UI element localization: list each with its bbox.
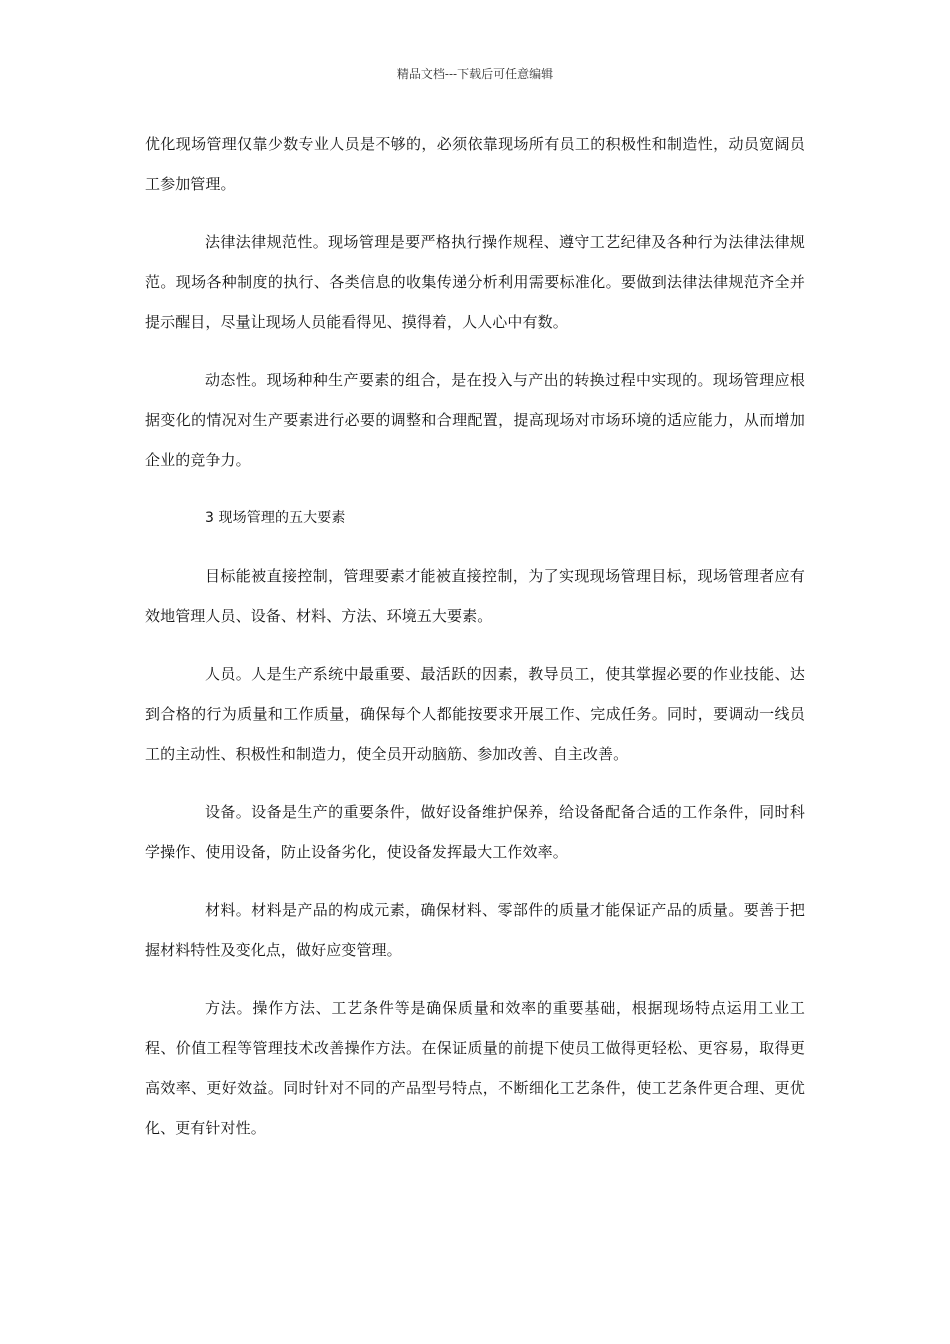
paragraph-6: 人员。人是生产系统中最重要、最活跃的因素，教导员工，使其掌握必要的作业技能、达到合格的行为质量和工作质量，确保每个人都能按要求开展工作、完成任务。同时，要调动一线员工的主动性、积极性和制造力，使全员开动脑筋、参加改善、自主改善。 xyxy=(145,665,805,763)
paragraph-5: 目标能被直接控制，管理要素才能被直接控制，为了实现现场管理目标，现场管理者应有效地管理人员、设备、材料、方法、环境五大要素。 xyxy=(145,567,805,625)
section-heading: 3 现场管理的五大要素 xyxy=(205,510,346,526)
paragraph-9: 方法。操作方法、工艺条件等是确保质量和效率的重要基础，根据现场特点运用工业工程、价值工程等管理技术改善操作方法。在保证质量的前提下使员工做得更轻松、更容易，取得更高效率、更好效益。同时针对不同的产品型号特点，不断细化工艺条件，使工艺条件更合理、更优化、更有针对性。 xyxy=(145,999,805,1137)
paragraph-2: 法律法律规范性。现场管理是要严格执行操作规程、遵守工艺纪律及各种行为法律法律规范。现场各种制度的执行、各类信息的收集传递分析利用需要标准化。要做到法律法律规范齐全并提示醒目，尽量让现场人员能看得见、摸得着，人人心中有数。 xyxy=(145,233,805,331)
paragraph-8: 材料。材料是产品的构成元素，确保材料、零部件的质量才能保证产品的质量。要善于把握材料特性及变化点，做好应变管理。 xyxy=(145,901,805,959)
paragraph-7: 设备。设备是生产的重要条件，做好设备维护保养，给设备配备合适的工作条件，同时科学操作、使用设备，防止设备劣化，使设备发挥最大工作效率。 xyxy=(145,803,805,861)
page-header: 精品文档---下载后可任意编辑 xyxy=(396,67,554,81)
document-body xyxy=(145,124,805,1166)
paragraph-1: 优化现场管理仅靠少数专业人员是不够的，必须依靠现场所有员工的积极性和制造性，动员宽阔员工参加管理。 xyxy=(145,135,805,193)
paragraph-3: 动态性。现场种种生产要素的组合，是在投入与产出的转换过程中实现的。现场管理应根据变化的情况对生产要素进行必要的调整和合理配置，提高现场对市场环境的适应能力，从而增加企业的竞争力。 xyxy=(145,371,805,469)
